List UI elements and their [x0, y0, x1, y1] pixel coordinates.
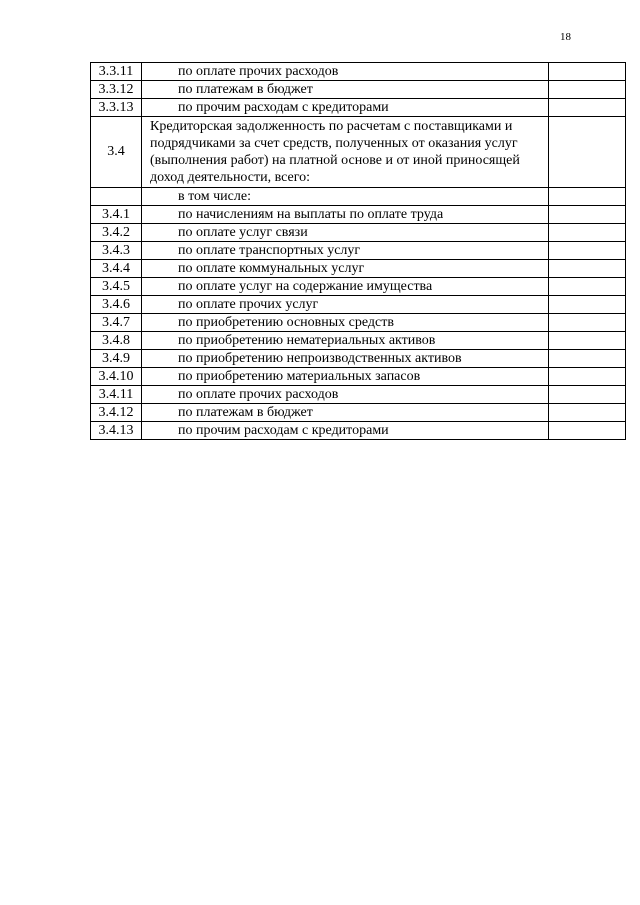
table-row — [91, 332, 626, 350]
row-value-cell — [549, 99, 626, 117]
row-value-cell — [549, 422, 626, 440]
row-number: 3.4.13 — [91, 422, 142, 440]
row-description: по оплате транспортных услуг — [142, 242, 549, 260]
row-description: по приобретению нематериальных активов — [142, 332, 549, 350]
row-value-cell — [549, 206, 626, 224]
table-row — [91, 99, 626, 117]
table-row — [91, 117, 626, 188]
row-value-cell — [549, 117, 626, 188]
page-number: 18 — [560, 31, 571, 43]
row-number: 3.4.10 — [91, 368, 142, 386]
table-row — [91, 422, 626, 440]
table-row — [91, 188, 626, 206]
row-value-cell — [549, 386, 626, 404]
table-row — [91, 404, 626, 422]
row-number: 3.4.1 — [91, 206, 142, 224]
row-number: 3.3.11 — [91, 63, 142, 81]
row-value-cell — [549, 296, 626, 314]
row-value-cell — [549, 242, 626, 260]
row-number: 3.4.8 — [91, 332, 142, 350]
row-description: по оплате услуг связи — [142, 224, 549, 242]
row-number: 3.4.12 — [91, 404, 142, 422]
table-row — [91, 242, 626, 260]
row-number — [91, 188, 142, 206]
table-row — [91, 63, 626, 81]
row-description: по платежам в бюджет — [142, 81, 549, 99]
row-description: по оплате услуг на содержание имущества — [142, 278, 549, 296]
row-description: по прочим расходам с кредиторами — [142, 422, 549, 440]
row-value-cell — [549, 224, 626, 242]
row-description: Кредиторская задолженность по расчетам с поставщиками и подрядчиками за счет средств, полученных от оказания услуг (выполнения работ) на платной основе и от иной приносящей доход деятельности, всего: — [142, 117, 549, 188]
row-value-cell — [549, 81, 626, 99]
row-description: по приобретению непроизводственных активов — [142, 350, 549, 368]
table-row — [91, 81, 626, 99]
table-row — [91, 260, 626, 278]
row-value-cell — [549, 332, 626, 350]
row-description: по оплате прочих расходов — [142, 386, 549, 404]
row-description: по оплате прочих услуг — [142, 296, 549, 314]
row-description: в том числе: — [142, 188, 549, 206]
row-value-cell — [549, 350, 626, 368]
row-description: по начислениям на выплаты по оплате труда — [142, 206, 549, 224]
row-description: по приобретению основных средств — [142, 314, 549, 332]
row-number: 3.4.7 — [91, 314, 142, 332]
row-value-cell — [549, 314, 626, 332]
table-row — [91, 350, 626, 368]
table-row — [91, 224, 626, 242]
row-value-cell — [549, 260, 626, 278]
row-description: по платежам в бюджет — [142, 404, 549, 422]
row-value-cell — [549, 404, 626, 422]
row-value-cell — [549, 188, 626, 206]
table-row — [91, 296, 626, 314]
row-description: по приобретению материальных запасов — [142, 368, 549, 386]
row-description: по оплате коммунальных услуг — [142, 260, 549, 278]
row-number: 3.3.12 — [91, 81, 142, 99]
row-description: по оплате прочих расходов — [142, 63, 549, 81]
row-number: 3.4.9 — [91, 350, 142, 368]
report-table-body — [91, 63, 626, 440]
table-row — [91, 278, 626, 296]
row-number: 3.3.13 — [91, 99, 142, 117]
table-row — [91, 368, 626, 386]
row-number: 3.4.11 — [91, 386, 142, 404]
row-number: 3.4.4 — [91, 260, 142, 278]
row-number: 3.4.3 — [91, 242, 142, 260]
row-number: 3.4.5 — [91, 278, 142, 296]
row-number: 3.4 — [91, 117, 142, 188]
row-description: по прочим расходам с кредиторами — [142, 99, 549, 117]
row-value-cell — [549, 278, 626, 296]
row-value-cell — [549, 63, 626, 81]
row-number: 3.4.6 — [91, 296, 142, 314]
row-value-cell — [549, 368, 626, 386]
table-row — [91, 386, 626, 404]
report-table — [90, 62, 626, 440]
table-row — [91, 314, 626, 332]
row-number: 3.4.2 — [91, 224, 142, 242]
table-row — [91, 206, 626, 224]
